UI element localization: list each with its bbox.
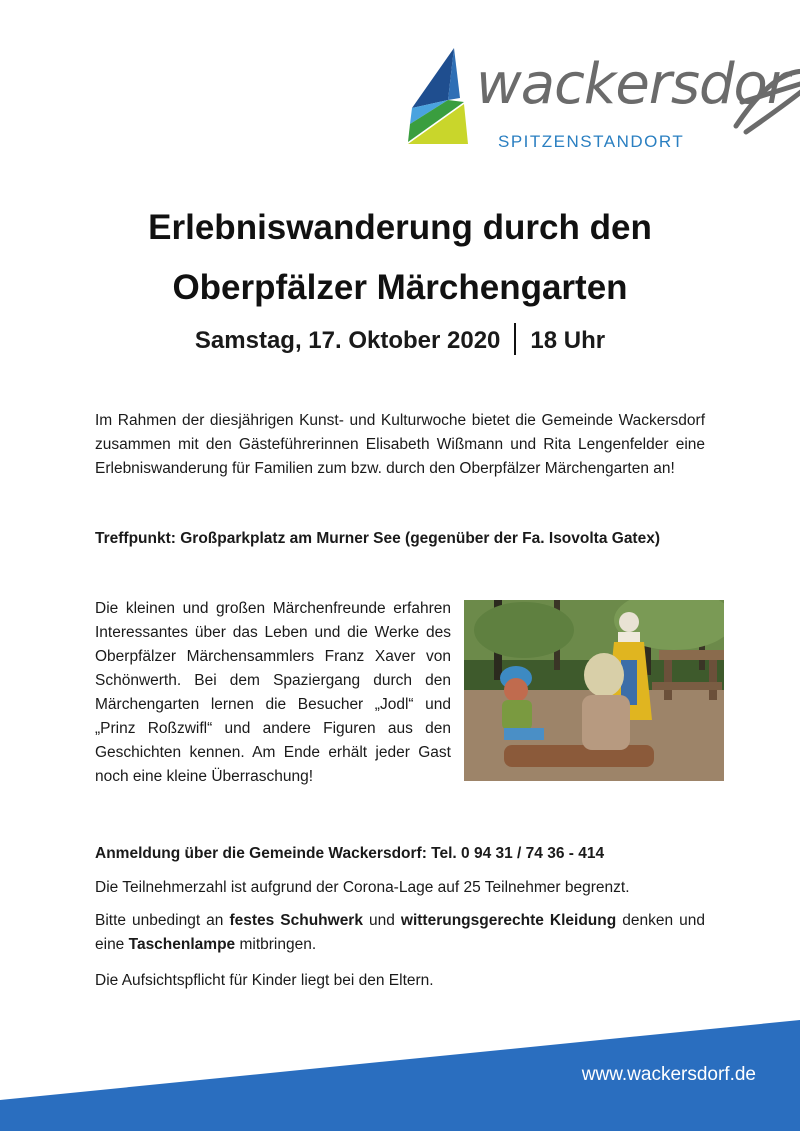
equipment-flashlight: Taschenlampe: [128, 936, 236, 953]
participants-note: Die Teilnehmerzahl ist aufgrund der Corona-Lage auf 25 Teilnehmer begrenzt.: [95, 879, 630, 896]
fairytale-figures-photo: [464, 600, 724, 781]
equipment-text-4: mitbringen.: [235, 936, 317, 953]
equipment-note: [95, 909, 705, 957]
event-date: Samstag, 17. Oktober 2020: [194, 327, 501, 354]
equipment-text-1: Bitte unbedingt an: [95, 912, 230, 929]
logo-f-swash-icon: [726, 66, 800, 136]
logo-wordmark: wackersdor: [476, 52, 789, 117]
equipment-text-3: denken und eine: [95, 912, 705, 953]
wackersdorf-logo: [406, 44, 789, 154]
equipment-clothing: witterungsgerechte Kleidung: [400, 912, 617, 929]
website-link[interactable]: www.wackersdorf.de: [581, 1064, 756, 1085]
meeting-point: Treffpunkt: Großparkplatz am Murner See (gegenüber der Fa. Isovolta Gatex): [95, 530, 661, 547]
logo-triangle-icon: [406, 44, 486, 154]
event-time: 18 Uhr: [530, 327, 606, 354]
event-date-time: [0, 323, 800, 355]
equipment-shoes: festes Schuhwerk: [229, 912, 363, 929]
description-paragraph: Die kleinen und großen Märchenfreunde erfahren Interessantes über das Leben und die Werke des Oberpfälzer Märchensammlers Franz Xaver von Schönwerth. Bei dem Spaziergang durch den Märchengarten lernen die Besucher „Jodl“ und „Prinz Roßzwifl“ und andere Figuren aus den Geschichten kennen. Am Ende erhält jeder Gast noch eine kleine Überraschung!: [95, 600, 451, 785]
registration-info: Anmeldung über die Gemeinde Wackersdorf: Tel. 0 94 31 / 74 36 - 414: [95, 845, 605, 862]
title-line-2: Oberpfälzer Märchengarten: [172, 268, 628, 307]
logo-tagline: SPITZENSTANDORT: [498, 132, 685, 151]
divider: [514, 323, 516, 355]
intro-paragraph: Im Rahmen der diesjährigen Kunst- und Kulturwoche bietet die Gemeinde Wackersdorf zusammen mit den Gästeführerinnen Elisabeth Wißmann und Rita Lengenfelder eine Erlebniswanderung für Familien zum bzw. durch den Oberpfälzer Märchengarten an!: [95, 412, 705, 477]
supervision-note: Die Aufsichtspflicht für Kinder liegt bei den Eltern.: [95, 972, 434, 989]
title-line-1: Erlebniswanderung durch den: [148, 208, 652, 247]
equipment-text-2: und: [362, 912, 401, 929]
